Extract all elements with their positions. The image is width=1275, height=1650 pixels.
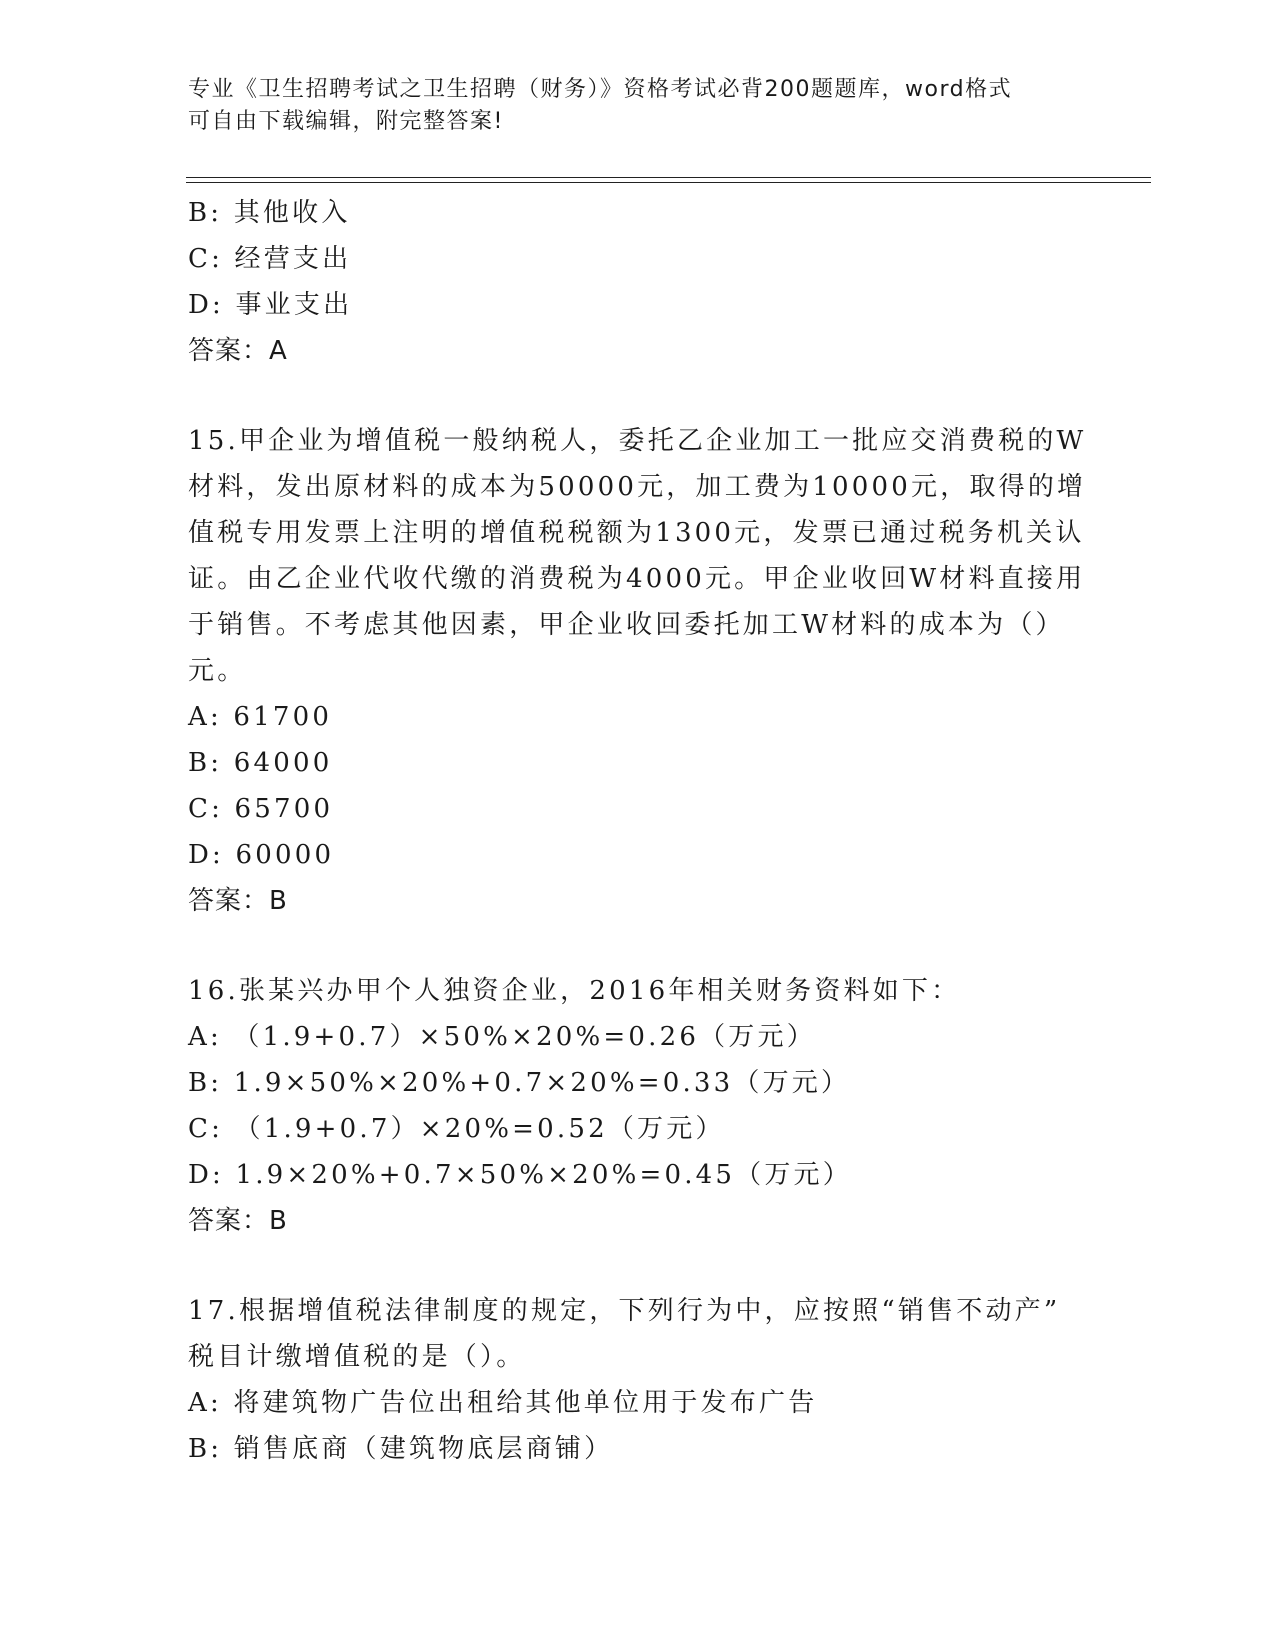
option-d: D: 1.9×20%+0.7×50%×20%=0.45（万元） (188, 1160, 852, 1190)
option-b: B: 64000 (188, 748, 333, 778)
question-stem-line: 材料，发出原材料的成本为50000元，加工费为10000元，取得的增 (188, 472, 1087, 502)
option-b: B: 销售底商（建筑物底层商铺） (188, 1434, 614, 1464)
option-c: C: 经营支出 (188, 244, 352, 274)
question-spacer (188, 374, 1088, 418)
question-spacer (188, 924, 1088, 968)
question-stem-line: 税目计缴增值税的是（）。 (188, 1342, 526, 1372)
option-c: C: （1.9+0.7）×20%=0.52（万元） (188, 1114, 725, 1144)
question-17 (188, 1288, 1088, 1472)
question-stem-line: 15.甲企业为增值税一般纳税人，委托乙企业加工一批应交消费税的W (188, 426, 1087, 456)
question-stem-line: 16.张某兴办甲个人独资企业，2016年相关财务资料如下： (188, 976, 961, 1006)
option-a: A: 将建筑物广告位出租给其他单位用于发布广告 (188, 1388, 818, 1418)
question-stem-line: 证。由乙企业代收代缴的消费税为4000元。甲企业收回W材料直接用 (188, 564, 1086, 594)
option-d: D: 60000 (188, 840, 335, 870)
option-d: D: 事业支出 (188, 290, 353, 320)
header-divider-top (186, 177, 1151, 178)
answer: 答案：B (188, 886, 288, 916)
document-header (188, 74, 1088, 138)
option-c: C: 65700 (188, 794, 334, 824)
question-stem-line: 元。 (188, 656, 247, 686)
header-title-line-2: 可自由下载编辑，附完整答案! (188, 109, 504, 134)
option-b: B: 1.9×50%×20%+0.7×20%=0.33（万元） (188, 1068, 851, 1098)
question-14 (188, 190, 1088, 374)
question-stem-line: 值税专用发票上注明的增值税税额为1300元，发票已通过税务机关认 (188, 518, 1085, 548)
header-title-line-1: 专业《卫生招聘考试之卫生招聘（财务）》资格考试必背200题题库，word格式 (188, 77, 1013, 102)
question-stem-line: 17.根据增值税法律制度的规定，下列行为中，应按照“销售不动产” (188, 1296, 1061, 1326)
answer: 答案：A (188, 336, 288, 366)
answer: 答案：B (188, 1206, 288, 1236)
option-a: A: （1.9+0.7）×50%×20%=0.26（万元） (188, 1022, 816, 1052)
question-spacer (188, 1244, 1088, 1288)
question-16 (188, 968, 1088, 1244)
question-15 (188, 418, 1088, 924)
document-body (188, 190, 1088, 1472)
header-divider-bottom (186, 182, 1151, 183)
option-b: B: 其他收入 (188, 198, 351, 228)
option-a: A: 61700 (188, 702, 333, 732)
question-stem-line: 于销售。不考虑其他因素，甲企业收回委托加工W材料的成本为（） (188, 610, 1065, 640)
